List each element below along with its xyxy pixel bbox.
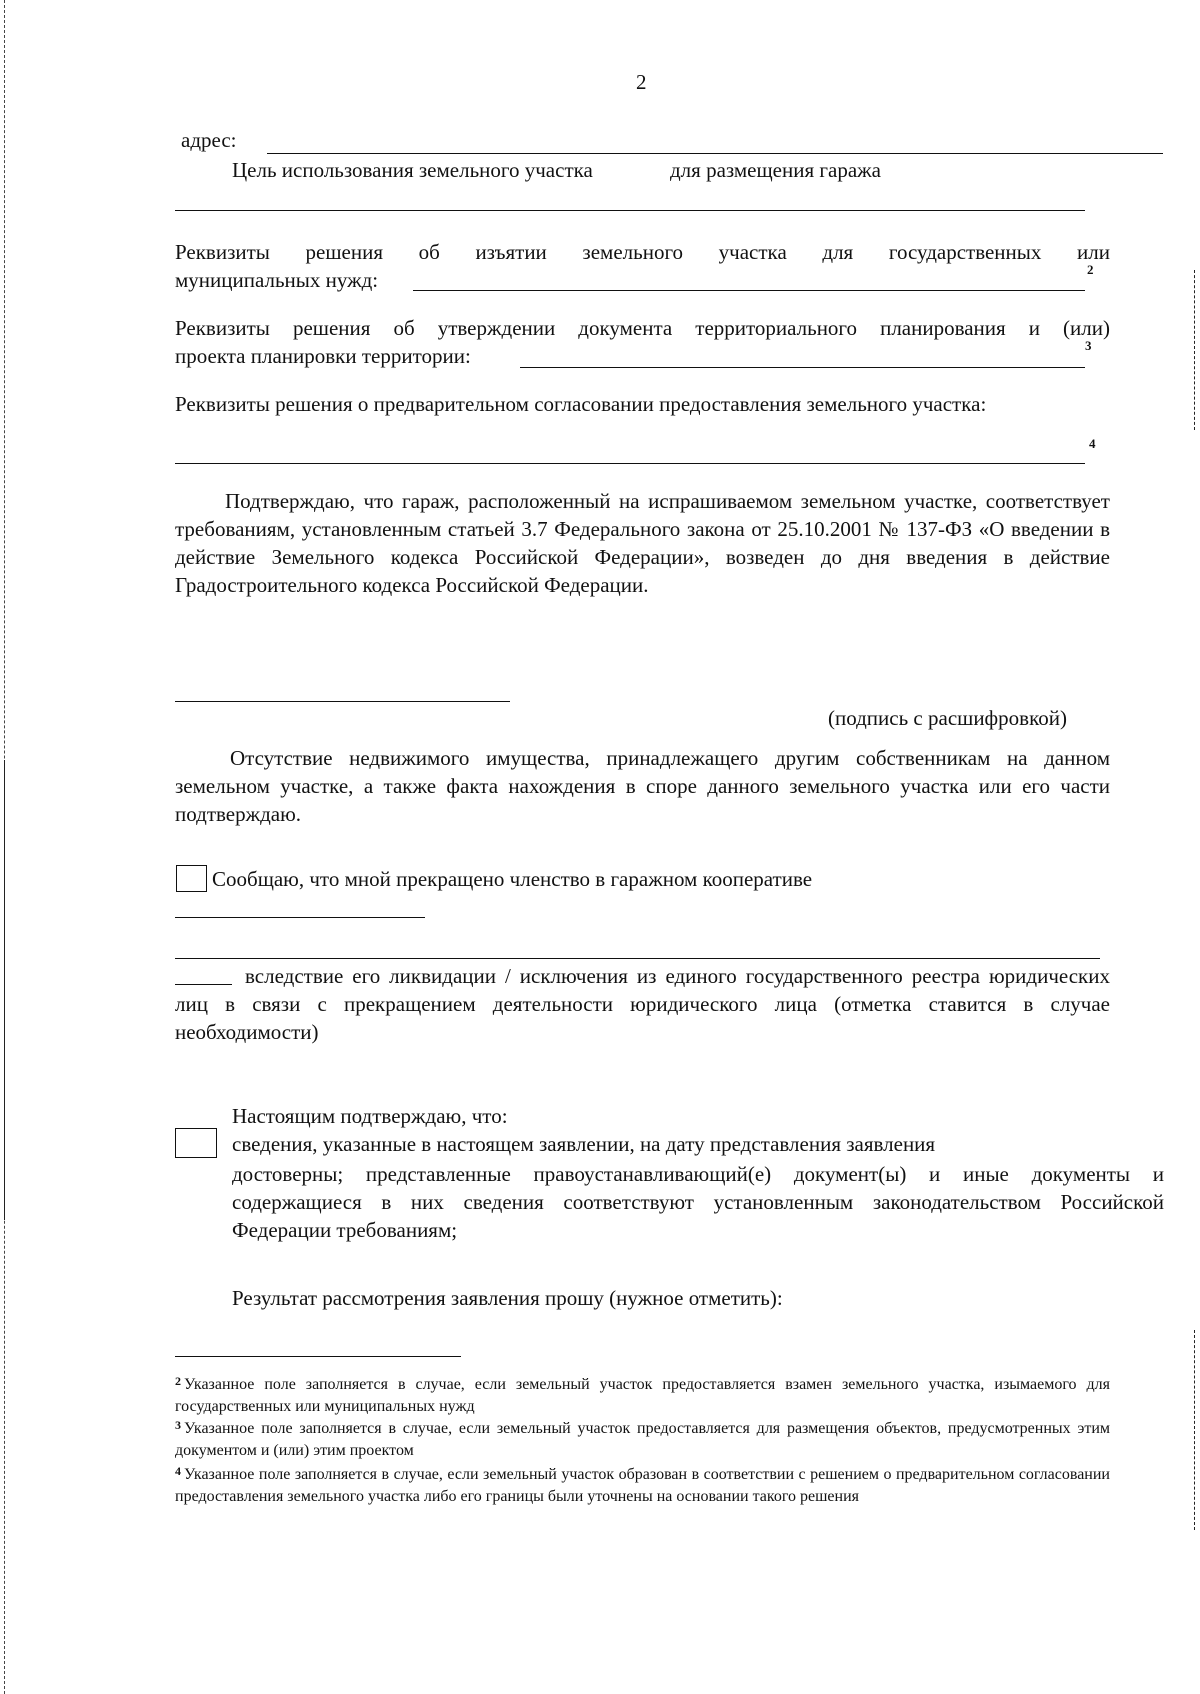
cooperative-name-line[interactable] [175,917,425,918]
signature-caption: (подпись с расшифровкой) [828,706,1067,730]
preliminary-field-line[interactable] [175,463,1085,464]
membership-checkbox-label: Сообщаю, что мной прекращено членство в гаражном кооперативе [212,867,813,891]
attestation-line-1: сведения, указанные в настоящем заявлении, на дату представления заявления [232,1132,936,1156]
withdrawal-field-line[interactable] [413,290,1085,291]
membership-checkbox[interactable] [176,865,207,892]
footnote-2: $^2$ Указанное поле заполняется в случае, если земельный участок предоставляется взамен земельного участка, изымаемого для государственных или муниципальных нужд [175,1374,1110,1415]
result-prompt: Результат рассмотрения заявления прошу (нужное отметить): [232,1286,783,1310]
footnote-ref-4: 4 [1089,436,1096,451]
attestation-text: достоверны; представленные правоустанавливающий(е) документ(ы) и иные документы и содержащиеся в них сведения соответствуют установленным законодательством Российской Федерации требованиям; [232,1162,1164,1242]
scan-edge-line [4,760,5,1220]
scan-edge-line [1194,270,1195,430]
attestation-checkbox[interactable] [175,1128,217,1158]
purpose-value[interactable]: для размещения гаража [670,158,881,182]
footnote-separator [175,1356,461,1357]
purpose-field-line[interactable] [175,210,1085,211]
signature-line[interactable] [175,701,510,702]
address-label: адрес: [181,128,237,152]
absence-confirmation-text: Отсутствие недвижимого имущества, принадлежащего другим собственникам на данном земельном участке, а также факта нахождения в споре данного земельного участка или его части подтверждаю. [175,746,1110,826]
membership-reason-text: вследствие его ликвидации / исключения из единого государственного реестра юридических лиц в связи с прекращением деятельности юридического лица (отметка ставится в случае необходимости) [175,964,1110,1044]
preliminary-label: Реквизиты решения о предварительном согласовании предоставления земельного участка: [175,392,987,416]
garage-confirmation-text: Подтверждаю, что гараж, расположенный на испрашиваемом земельном участке, соответствует требованиям, установленным статьей 3.7 Федерального закона от 25.10.2001 № 137-ФЗ «О введении в действие Земельного кодекса Российской Федерации», возведен до дня введения в действие Градостроительного кодекса Российской Федерации. [175,489,1110,597]
purpose-label: Цель использования земельного участка [232,158,593,182]
cooperative-name-line-2[interactable] [175,958,1100,959]
attestation-intro: Настоящим подтверждаю, что: [232,1104,508,1128]
footnote-ref-3: 3 [1085,338,1092,353]
footnote-ref-2: 2 [1087,262,1094,277]
withdrawal-label: Реквизиты решения об изъятии земельного участка для государственных или [175,240,1110,264]
address-field-line[interactable] [267,153,1163,154]
footnote-4: $^4$ Указанное поле заполняется в случае, если земельный участок образован в соответствии с решением о предварительном согласовании предоставления земельного участка либо его границы были уточнены на основании такого решения [175,1464,1110,1505]
withdrawal-label-2: муниципальных нужд: [175,268,379,292]
scan-edge-line [1194,1330,1195,1530]
page-number: 2 [636,70,647,94]
planning-label-2: проекта планировки территории: [175,344,471,368]
planning-field-line[interactable] [520,367,1085,368]
footnote-3: $^3$ Указанное поле заполняется в случае, если земельный участок предоставляется для размещения объектов, предусмотренных этим документом и (или) этим проектом [175,1418,1110,1459]
planning-label: Реквизиты решения об утверждении документа территориального планирования и (или) [175,316,1110,340]
